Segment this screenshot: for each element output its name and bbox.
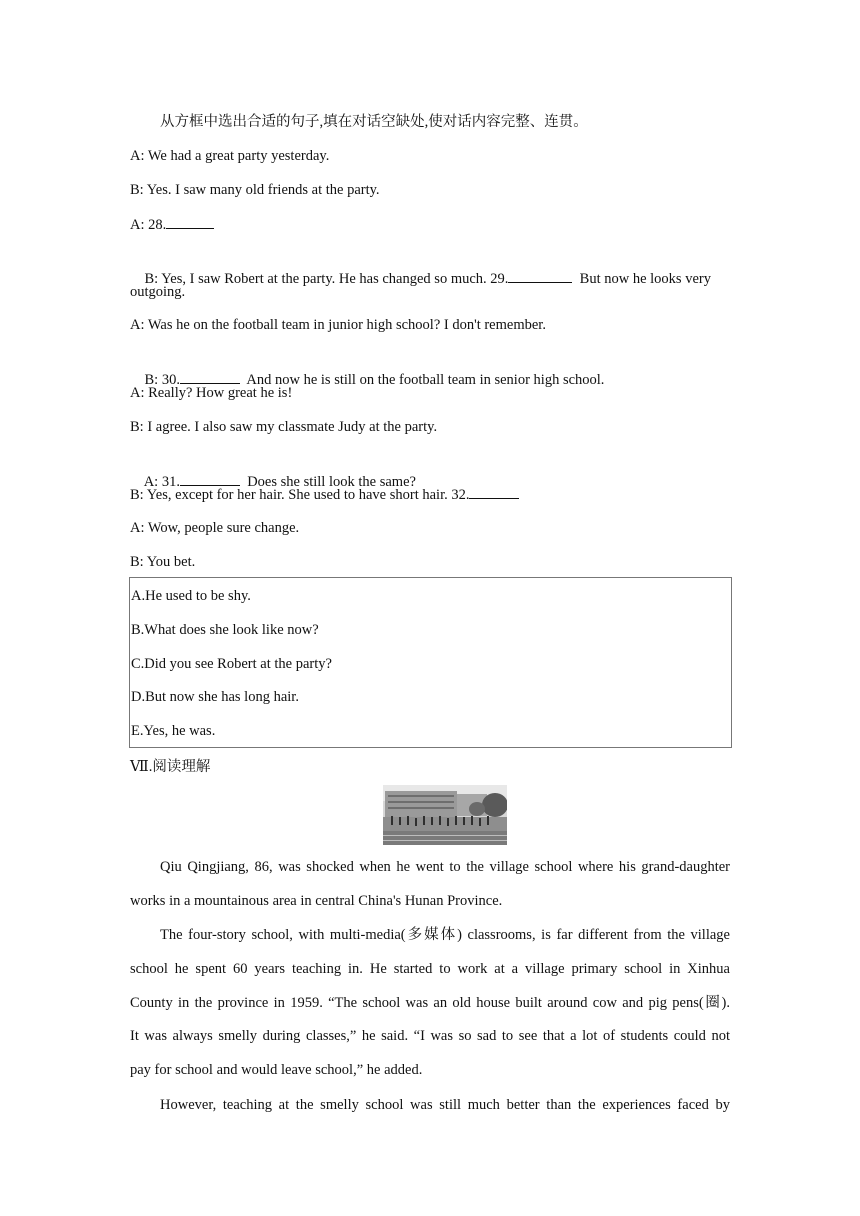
- option-e: E.Yes, he was.: [131, 723, 216, 739]
- dialogue-line: [130, 484, 730, 505]
- answer-blank-30[interactable]: [180, 369, 240, 384]
- dialogue-line: A: Was he on the football team in junior high school? I don't remember.: [130, 317, 546, 333]
- dialogue-line: [130, 214, 730, 235]
- passage-line: Qiu Qingjiang, 86, was shocked when he went to the village school where his grand-daughter: [160, 859, 730, 875]
- answer-blank-29[interactable]: [508, 268, 572, 283]
- dialogue-line: A: 31. Does she still look the same?: [130, 451, 730, 512]
- answer-blank-28[interactable]: [166, 214, 214, 229]
- option-a: A.He used to be shy.: [131, 588, 251, 604]
- passage-line: County in the province in 1959. “The school was an old house built around cow and pig pens(圈).: [130, 995, 730, 1011]
- option-c: C.Did you see Robert at the party?: [131, 656, 332, 672]
- dialogue-line: B: I agree. I also saw my classmate Judy at the party.: [130, 419, 438, 435]
- dialogue-line-text: B: Yes, except for her hair. She used to have short hair. 32.: [130, 487, 470, 503]
- options-box: [129, 577, 732, 748]
- passage-line: works in a mountainous area in central China's Hunan Province.: [130, 893, 503, 909]
- dialogue-line: A: Wow, people sure change.: [130, 520, 300, 536]
- dialogue-line: outgoing.: [130, 284, 186, 300]
- option-d: D.But now she has long hair.: [131, 689, 299, 705]
- dialogue-line: B: Yes, I saw Robert at the party. He has changed so much. 29. But now he looks very: [130, 248, 730, 309]
- dialogue-line-text: B: 30.: [144, 372, 180, 388]
- answer-blank-32[interactable]: [469, 484, 519, 499]
- dialogue-line-text: B: Yes, I saw Robert at the party. He has changed so much. 29.: [144, 271, 509, 287]
- dialogue-line: A: Really? How great he is!: [130, 385, 293, 401]
- passage-line: However, teaching at the smelly school was still much better than the experiences faced by: [160, 1097, 730, 1113]
- passage-line: school he spent 60 years teaching in. He started to work at a village primary school in Xinhua: [130, 961, 730, 977]
- dialogue-line: B: Yes. I saw many old friends at the party.: [130, 182, 380, 198]
- dialogue-line: A: We had a great party yesterday.: [130, 148, 330, 164]
- passage-line: It was always smelly during classes,” he said. “I was so sad to see that a lot of students could not: [130, 1028, 730, 1044]
- dialogue-line: B: You bet.: [130, 554, 196, 570]
- option-b: B.What does she look like now?: [131, 622, 319, 638]
- passage-line: The four-story school, with multi-media(多媒体) classrooms, is far different from the village: [160, 927, 730, 943]
- dialogue-line-text: A: 31.: [143, 474, 180, 490]
- section-title: Ⅶ.阅读理解: [130, 759, 211, 775]
- dialogue-line: B: 30. And now he is still on the football team in senior high school.: [130, 349, 730, 410]
- dialogue-line-text: A: 28.: [130, 217, 167, 233]
- instruction-text: 从方框中选出合适的句子,填在对话空缺处,使对话内容完整、连贯。: [160, 114, 588, 130]
- school-photo: [383, 785, 507, 845]
- passage-line: pay for school and would leave school,” he added.: [130, 1062, 423, 1078]
